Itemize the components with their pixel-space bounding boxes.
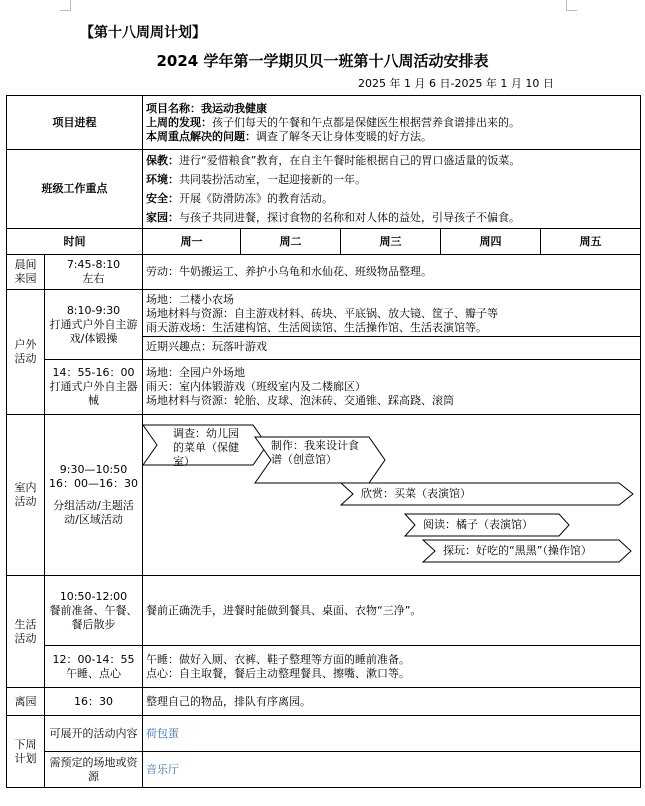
- outdoor-pm-row: [7, 360, 641, 415]
- activity-flow: [143, 415, 640, 575]
- outdoor-am-time-range: 8:10-9:30: [66, 303, 121, 317]
- life-pm-content: [143, 646, 641, 688]
- life-am-time-range: 10:50-12:00: [59, 589, 128, 603]
- indoor-label: 室内活动: [7, 415, 45, 576]
- progress-content: [143, 96, 641, 150]
- morning-time-approx: 左右: [82, 272, 105, 285]
- nextweek-row-b: [7, 752, 641, 788]
- leave-time: 16：30: [45, 688, 143, 716]
- outdoor-pm-line-2: 雨天：室内体锻游戏（班级室内及二楼廊区）: [146, 380, 366, 393]
- env-key: 环境：: [146, 173, 179, 186]
- weekly-plan-table: [6, 95, 641, 788]
- indoor-time: [45, 415, 143, 576]
- morning-label: 晨间来园: [7, 255, 45, 290]
- project-name-key: 项目名称：: [146, 101, 201, 115]
- flow-step-4: 阅读：橘子（表演馆）: [423, 518, 533, 531]
- safety-value: 开展《防滑防冻》的教育活动。: [179, 192, 333, 205]
- day-header-row: [7, 229, 641, 255]
- indoor-row: [7, 415, 641, 576]
- life-am-content: 餐前正确洗手，进餐时能做到餐具、桌面、衣物“三净”。: [143, 576, 641, 646]
- flow-step-2: 制作：我来设计食谱（创意馆）: [271, 439, 359, 466]
- nextweek-activity-value: 荷包蛋: [143, 716, 641, 752]
- outdoor-am-desc: 打通式户外自主游戏/体锻操: [49, 317, 138, 345]
- morning-time-range: 7:45-8:10: [66, 258, 121, 271]
- life-pm-desc: 午睡、点心: [66, 666, 121, 680]
- outdoor-am-row: [7, 290, 641, 360]
- crop-mark-left: [60, 0, 71, 11]
- life-pm-time: [45, 646, 143, 688]
- life-am-time: [45, 576, 143, 646]
- indoor-time-1: 9:30—10:50: [59, 463, 128, 476]
- day-mon: 周一: [143, 229, 241, 255]
- outdoor-pm-time: [45, 360, 143, 415]
- leave-row: [7, 688, 641, 716]
- outdoor-am-time: [45, 290, 143, 360]
- care-value: 进行“爱惜粮食”教育，在自主午餐时能根据自己的胃口盛适量的饭菜。: [179, 154, 521, 167]
- morning-time: [45, 255, 143, 290]
- progress-row: [7, 96, 641, 150]
- morning-content: 劳动：牛奶搬运工、养护小乌龟和水仙花、班级物品整理。: [143, 255, 641, 290]
- care-key: 保教：: [146, 154, 179, 167]
- outdoor-am-line-2: 场地材料与资源：自主游戏材料、砖块、平底锅、放大镜、筐子、瓣子等: [146, 307, 498, 320]
- leave-label: 离园: [7, 688, 45, 716]
- date-range: 2025 年 1 月 6 日-2025 年 1 月 10 日: [358, 77, 554, 90]
- outdoor-am-line-3: 雨天游戏场：生活建构馆、生活阅读馆、生活操作馆、生活表演馆等。: [146, 321, 487, 334]
- focus-content: [143, 150, 641, 229]
- indoor-time-2: 16：00—16：30: [49, 477, 138, 490]
- focus-problem-key: 本周重点解决的问题：: [146, 129, 256, 143]
- nextweek-resource-key: 需预定的场地或资源: [45, 752, 143, 788]
- nextweek-label: 下周计划: [7, 716, 45, 788]
- interest-point: 近期兴趣点：玩落叶游戏: [143, 336, 640, 357]
- outdoor-am-line-1: 场地：二楼小农场: [146, 293, 234, 306]
- focus-label: 班级工作重点: [7, 150, 143, 229]
- time-header: 时间: [7, 229, 143, 255]
- outdoor-label: 户外活动: [7, 290, 45, 415]
- life-label: 生活活动: [7, 576, 45, 688]
- outdoor-pm-desc: 打通式户外自主器械: [49, 380, 138, 407]
- outdoor-pm-line-3: 场地材料与资源：轮胎、皮球、泡沫砖、交通锥、踩高跷、滚筒: [146, 394, 454, 407]
- leave-content: 整理自己的物品，排队有序离园。: [143, 688, 641, 716]
- doc-title: 2024 学年第一学期贝贝一班第十八周活动安排表: [156, 52, 489, 70]
- home-value: 与孩子共同进餐，探讨食物的名称和对人体的益处，引导孩子不偏食。: [179, 211, 520, 224]
- last-week-value: 孩子们每天的午餐和午点都是保健医生根据营养食谱排出来的。: [212, 115, 520, 129]
- outdoor-pm-line-1: 场地：全园户外场地: [146, 366, 245, 379]
- crop-mark-right: [566, 0, 577, 11]
- flow-step-5: 探玩：好吃的“黑黑”（操作馆）: [443, 544, 592, 557]
- last-week-key: 上周的发现：: [146, 115, 212, 129]
- outdoor-am-content: [143, 290, 641, 360]
- outdoor-pm-content: [143, 360, 641, 415]
- day-wed: 周三: [341, 229, 441, 255]
- focus-row: [7, 150, 641, 229]
- day-fri: 周五: [541, 229, 641, 255]
- life-pm-line-2: 点心：自主取餐，餐后主动整理餐具、擦嘴、漱口等。: [146, 666, 410, 680]
- home-key: 家园：: [146, 211, 179, 224]
- nextweek-activity-key: 可展开的活动内容: [45, 716, 143, 752]
- indoor-desc: 分组活动/主题活动/区域活动: [53, 499, 134, 526]
- life-pm-time-range: 12：00-14：55: [52, 652, 135, 666]
- morning-row: [7, 255, 641, 290]
- safety-key: 安全：: [146, 192, 179, 205]
- day-tue: 周二: [241, 229, 341, 255]
- life-pm-row: [7, 646, 641, 688]
- env-value: 共同装扮活动室，一起迎接新的一年。: [179, 173, 366, 186]
- progress-label: 项目进程: [7, 96, 143, 150]
- life-am-row: [7, 576, 641, 646]
- outdoor-pm-time-range: 14：55-16：00: [52, 366, 135, 379]
- indoor-flow-cell: [143, 415, 641, 576]
- nextweek-row-a: [7, 716, 641, 752]
- life-pm-line-1: 午睡：做好入厕、衣裤、鞋子整理等方面的睡前准备。: [146, 652, 410, 666]
- day-thu: 周四: [441, 229, 541, 255]
- focus-problem-value: 调查了解冬天让身体变暖的好方法。: [256, 129, 432, 143]
- project-name-value: 我运动我健康: [201, 101, 267, 115]
- nextweek-resource-value: 音乐厅: [143, 752, 641, 788]
- life-am-desc: 餐前准备、午餐、餐后散步: [49, 603, 138, 631]
- flow-step-3: 欣赏：买菜（表演馆）: [361, 487, 471, 500]
- flow-step-1: 调查：幼儿园的菜单（保健室）: [173, 427, 239, 468]
- doc-header: 【第十八周周计划】: [80, 25, 206, 41]
